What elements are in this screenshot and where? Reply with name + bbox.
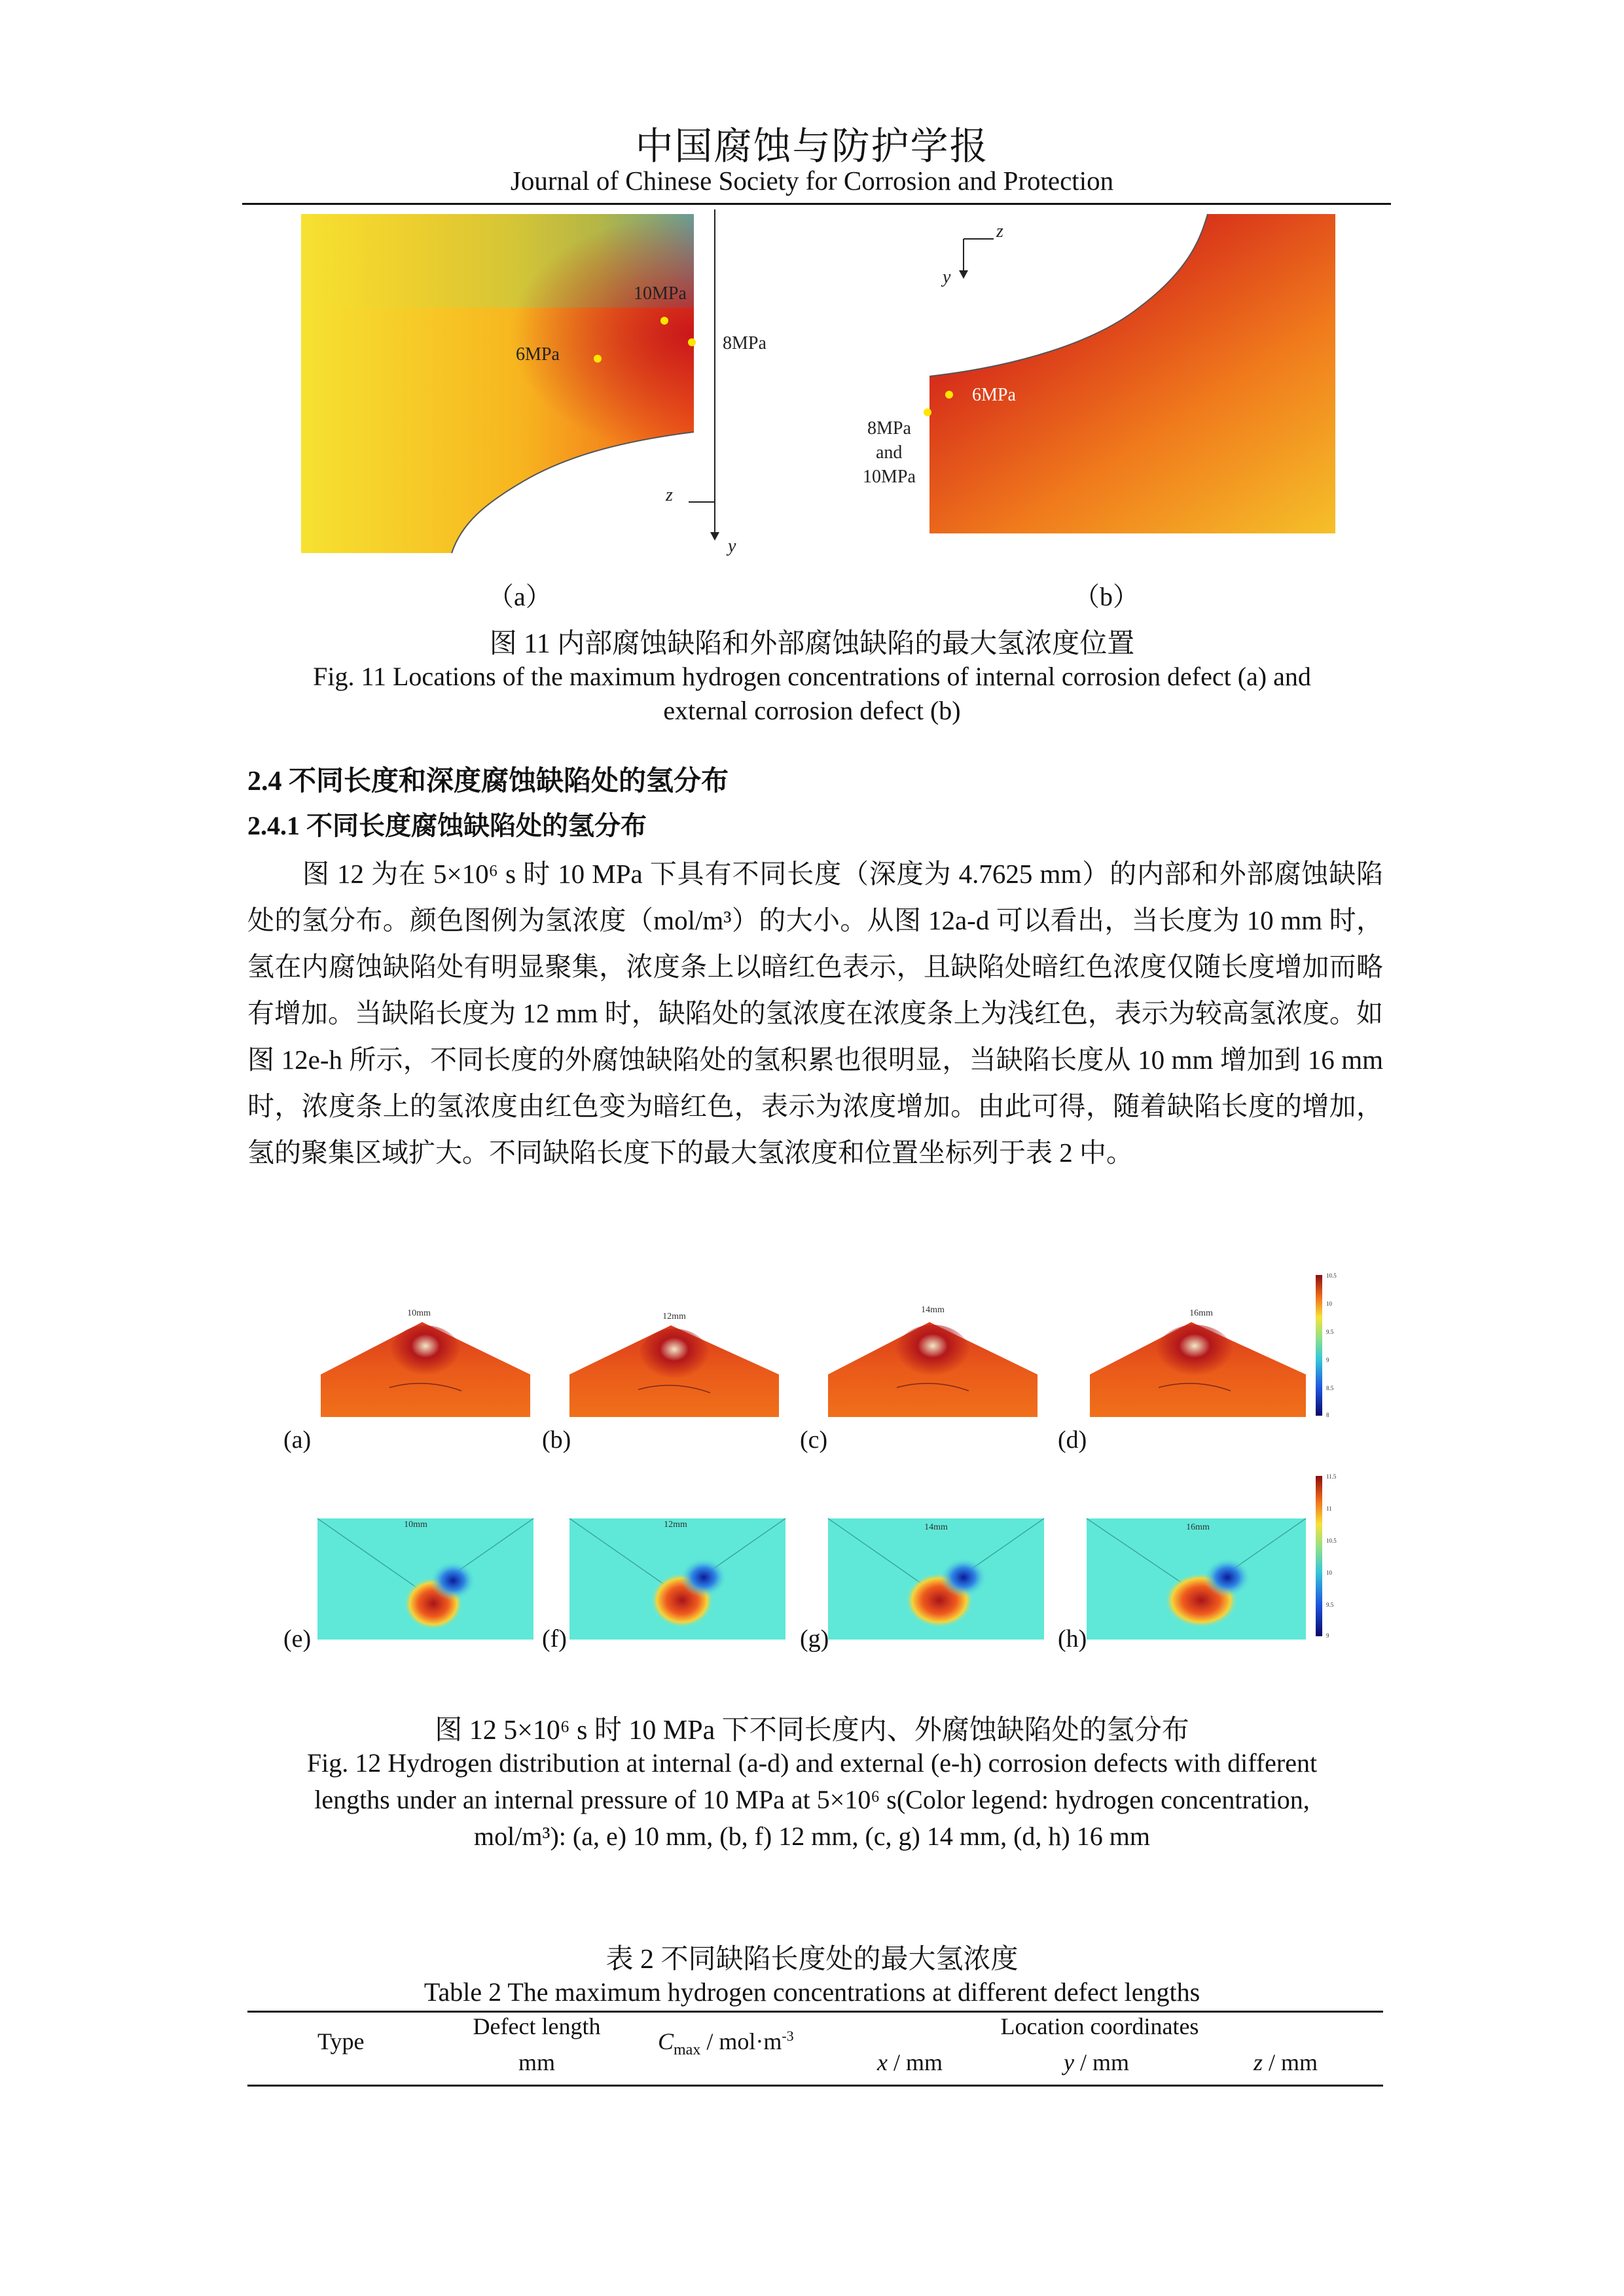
svg-text:10: 10: [1326, 1300, 1332, 1307]
table2-title-en: Table 2 The maximum hydrogen concentrations at different defect lengths: [424, 1977, 1200, 2007]
fig12-panel-e: [317, 1518, 533, 1640]
fig11-panel-b: [851, 209, 1348, 537]
fig12-caption-en-3: mol/m³): (a, e) 10 mm, (b, f) 12 mm, (c, g) 14 mm, (d, h) 16 mm: [474, 1821, 1150, 1851]
fig11-caption-en-2: external corrosion defect (b): [663, 696, 961, 725]
table-col-location: Location coordinates: [1000, 2013, 1199, 2039]
paragraph-text: 图 12 为在 5×10⁶ s 时 10 MPa 下具有不同长度（深度为 4.7625 mm）的内部和外部腐蚀缺陷处的氢分布。颜色图例为氢浓度（mol/m³）的大小。从图 12a-d 可以看出，当长度为 10 mm 时，氢在内腐蚀缺陷处有明显聚集，浓度条上以暗红色表示，且缺陷处暗红色浓度仅随长度增加而略有增加。当缺陷长度为 12 mm 时，缺陷处的氢浓度在浓度条上为浅红色，表示为较高氢浓度。如图 12e-h 所示，不同长度的外腐蚀缺陷处的氢积累也很明显，当缺陷长度从 10 mm 增加到 16 mm 时，浓度条上的氢浓度由红色变为暗红色，表示为浓度增加。由此可得，随着缺陷长度的增加，氢的聚集区域扩大。不同缺陷长度下的最大氢浓度和位置坐标列于表 2 中。: [247, 859, 1383, 1168]
label-10mpa-b: 10MPa: [863, 467, 916, 487]
journal-title-cn: 中国腐蚀与防护学报: [635, 125, 989, 168]
table-col-length-2: mm: [518, 2049, 555, 2075]
fig12-title-d: 16mm: [1189, 1308, 1213, 1318]
fig12-panel-g: [828, 1518, 1044, 1640]
axis-y-a: y: [728, 536, 736, 556]
section-heading-2-4-1: 2.4.1 不同长度腐蚀缺陷处的氢分布: [247, 811, 647, 840]
fig12-letter-e: (e): [283, 1625, 312, 1653]
axis-y-b: y: [943, 267, 951, 287]
fig12-title-g: 14mm: [924, 1522, 948, 1532]
svg-text:8: 8: [1326, 1412, 1329, 1418]
fig12-panel-c: [828, 1305, 1038, 1417]
axis-z-b: z: [996, 221, 1003, 242]
fig12-letter-c: (c): [800, 1426, 828, 1454]
svg-text:9: 9: [1326, 1632, 1329, 1639]
fig12-letter-g: (g): [800, 1625, 829, 1653]
label-8mpa-b: 8MPa: [867, 418, 911, 439]
table-col-x: x / mm: [877, 2049, 943, 2075]
fig12-caption-en-1: Fig. 12 Hydrogen distribution at internal (a-d) and external (e-h) corrosion defects with different: [306, 1748, 1318, 1778]
svg-text:11: 11: [1326, 1505, 1332, 1512]
fig12-caption-cn: 图 12 5×10⁶ s 时 10 MPa 下不同长度内、外腐蚀缺陷处的氢分布: [435, 1715, 1189, 1746]
table-col-cmax: $C_{max} / mol\cdot m^{-3}$: [658, 2028, 794, 2059]
fig12-letter-b: (b): [542, 1426, 571, 1454]
body-paragraph: [247, 851, 1383, 1176]
table-col-length-1: Defect length: [473, 2013, 601, 2039]
fig12-letter-f: (f): [542, 1625, 567, 1653]
fig12-letter-d: (d): [1058, 1426, 1087, 1454]
fig12-letter-h: (h): [1058, 1625, 1087, 1653]
fig12-panel-d: [1090, 1308, 1306, 1417]
svg-text:10.5: 10.5: [1326, 1537, 1337, 1544]
journal-title-en: Journal of Chinese Society for Corrosion and Protection: [510, 166, 1114, 196]
table2-title-cn: 表 2 不同缺陷长度处的最大氢浓度: [605, 1945, 1019, 1975]
fig12-panel-h: [1087, 1518, 1306, 1640]
label-and-b: and: [876, 442, 903, 463]
label-8mpa-a: 8MPa: [723, 333, 767, 353]
fig12-panel-a: [321, 1308, 530, 1417]
svg-text:10: 10: [1326, 1570, 1332, 1576]
section-heading-2-4: 2.4 不同长度和深度腐蚀缺陷处的氢分布: [247, 766, 729, 797]
fig12-caption-en-2: lengths under an internal pressure of 10 MPa at 5×10⁶ s(Color legend: hydrogen concentration,: [314, 1785, 1310, 1814]
fig12-title-h: 16mm: [1186, 1522, 1210, 1532]
axis-z-a: z: [666, 485, 673, 505]
fig12-title-e: 10mm: [404, 1520, 427, 1530]
svg-text:9.5: 9.5: [1326, 1329, 1334, 1335]
fig11-caption-cn: 图 11 内部腐蚀缺陷和外部腐蚀缺陷的最大氢浓度位置: [489, 629, 1135, 659]
point-8mpa-a: [688, 338, 696, 346]
svg-text:9.5: 9.5: [1326, 1602, 1334, 1608]
table-col-y: y / mm: [1064, 2049, 1129, 2075]
fig12-panel-b: [569, 1312, 779, 1417]
fig12-title-b: 12mm: [662, 1312, 686, 1321]
fig12-title-c: 14mm: [921, 1305, 945, 1315]
point-6mpa-a: [594, 355, 602, 363]
fig12-title-f: 12mm: [664, 1520, 687, 1530]
table-col-type: Type: [317, 2028, 365, 2054]
fig11-caption-en-1: Fig. 11 Locations of the maximum hydrogen concentrations of internal corrosion defect (a) and: [313, 662, 1311, 691]
point-10mpa-a: [660, 317, 668, 325]
fig11-panel-a: [288, 209, 805, 556]
fig12-panel-f: [569, 1518, 785, 1640]
fig11-label-a: （a）: [488, 582, 552, 611]
svg-text:9: 9: [1326, 1357, 1329, 1363]
fig12-colorbar-external: [1316, 1476, 1322, 1636]
table-col-z: z / mm: [1254, 2049, 1318, 2075]
header-rule: [242, 203, 1391, 205]
label-6mpa-b: 6MPa: [972, 385, 1016, 405]
svg-text:11.5: 11.5: [1326, 1473, 1337, 1480]
fig12-colorbar-internal: [1316, 1275, 1322, 1416]
fig11-label-b: （b）: [1074, 582, 1139, 611]
svg-text:10.5: 10.5: [1326, 1272, 1337, 1279]
table-header-rule: [247, 2085, 1383, 2087]
fig12-letter-a: (a): [283, 1426, 312, 1454]
svg-text:8.5: 8.5: [1326, 1385, 1334, 1391]
fig12-title-a: 10mm: [407, 1308, 431, 1318]
point-8-10mpa-b: [924, 408, 931, 416]
point-6mpa-b: [945, 391, 953, 399]
label-10mpa-a: 10MPa: [634, 283, 687, 304]
label-6mpa-a: 6MPa: [516, 344, 560, 365]
